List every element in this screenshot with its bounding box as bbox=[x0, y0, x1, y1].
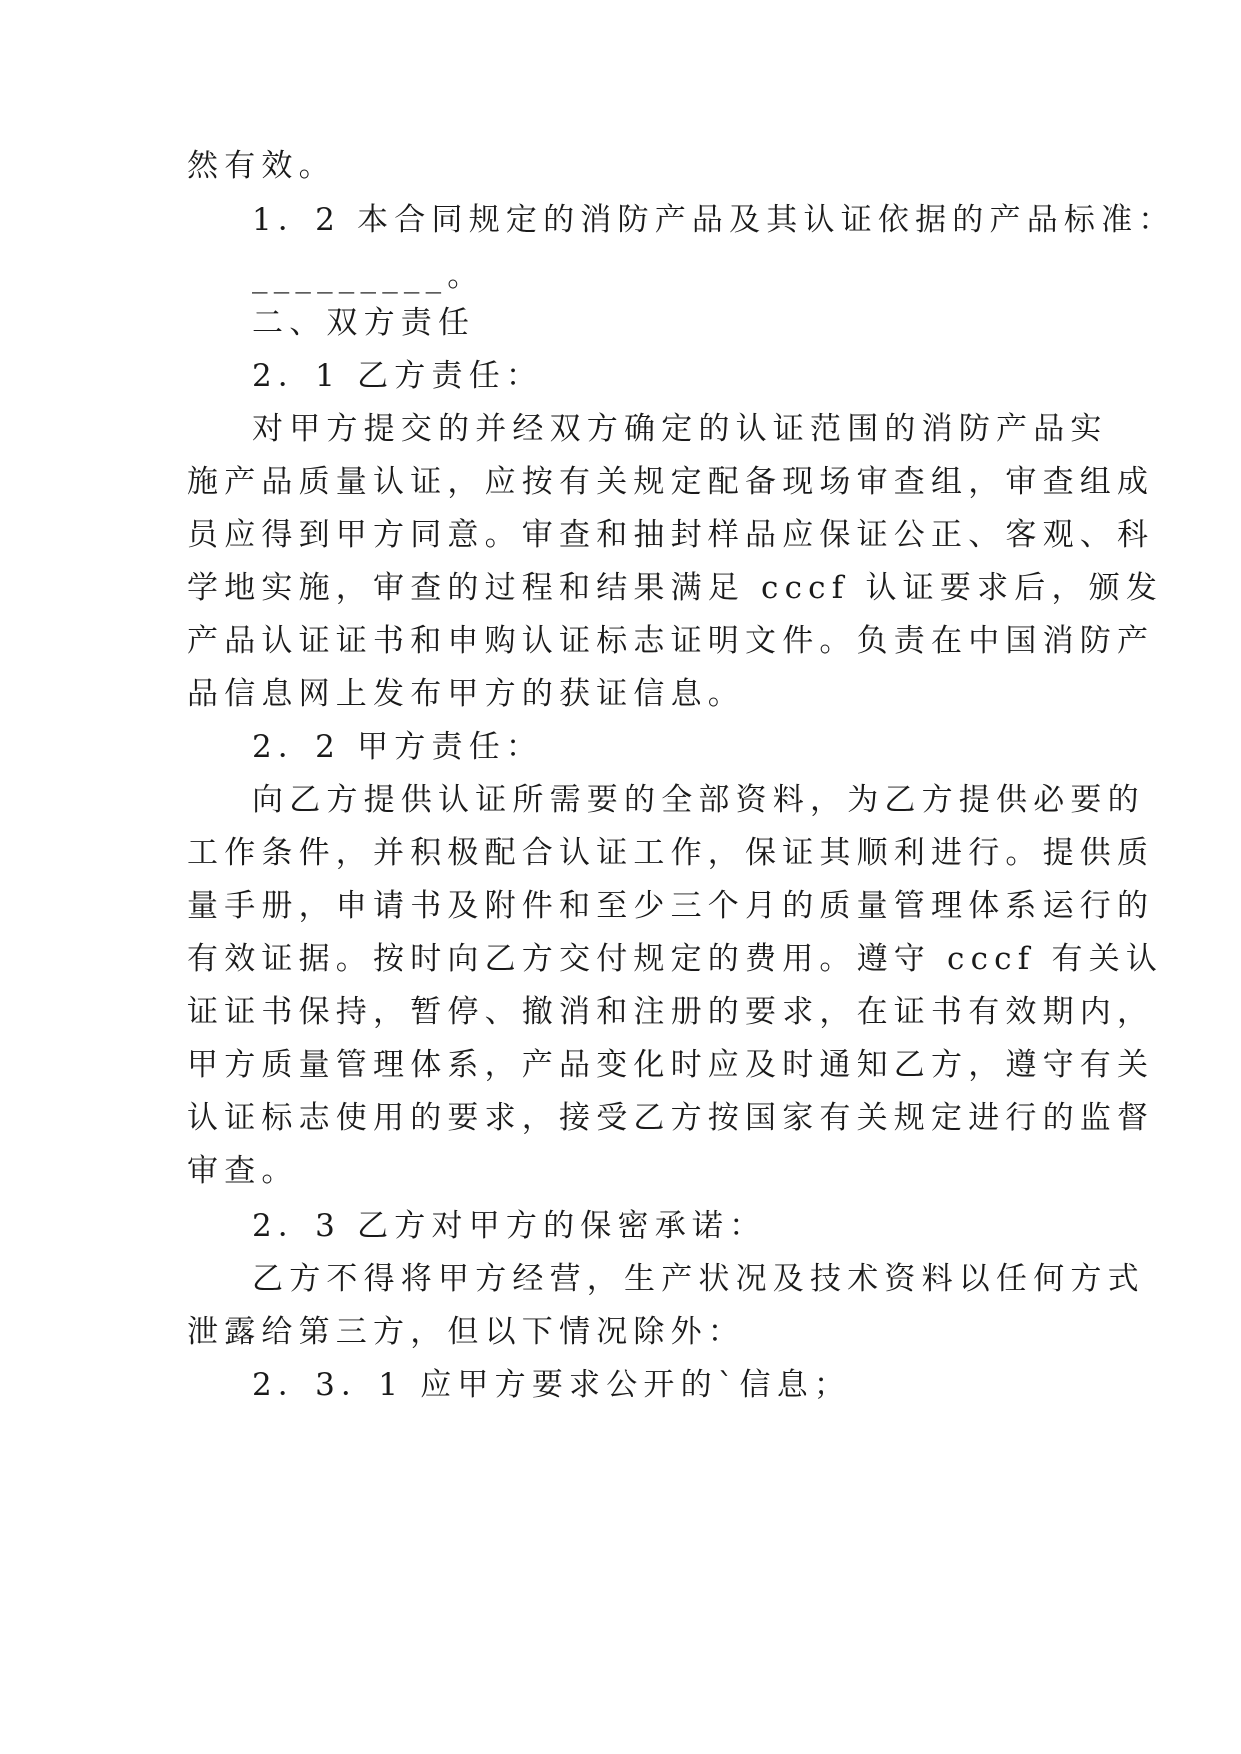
paragraph-line: 学地实施，审查的过程和结果满足 cccf 认证要求后，颁发 bbox=[187, 570, 1164, 606]
paragraph-line: 证证书保持，暂停、撤消和注册的要求，在证书有效期内， bbox=[187, 994, 1155, 1030]
clause-1-2: 1．2 本合同规定的消防产品及其认证依据的产品标准： bbox=[252, 202, 1176, 238]
paragraph-line: 泄露给第三方，但以下情况除外： bbox=[187, 1314, 745, 1350]
paragraph-line: 施产品质量认证，应按有关规定配备现场审查组，审查组成 bbox=[187, 464, 1155, 500]
paragraph-line: 对甲方提交的并经双方确定的认证范围的消防产品实 bbox=[252, 411, 1108, 447]
paragraph-line: 审查。 bbox=[187, 1153, 299, 1189]
paragraph-line: 认证标志使用的要求，接受乙方按国家有关规定进行的监督 bbox=[187, 1100, 1155, 1136]
paragraph-line: 工作条件，并积极配合认证工作，保证其顺利进行。提供质 bbox=[187, 835, 1155, 871]
blank-fill-line: _________。 bbox=[252, 258, 485, 294]
clause-2-2: 2．2 甲方责任： bbox=[252, 729, 544, 765]
paragraph-line: 产品认证证书和申购认证标志证明文件。负责在中国消防产 bbox=[187, 623, 1155, 659]
section-heading: 二、双方责任 bbox=[252, 305, 476, 341]
clause-2-3-1: 2．3．1 应甲方要求公开的`信息； bbox=[252, 1367, 852, 1403]
paragraph-line: 有效证据。按时向乙方交付规定的费用。遵守 cccf 有关认 bbox=[187, 941, 1164, 977]
paragraph-line: 向乙方提供认证所需要的全部资料，为乙方提供必要的 bbox=[252, 782, 1145, 818]
paragraph-line: 品信息网上发布甲方的获证信息。 bbox=[187, 676, 745, 712]
paragraph-line: 乙方不得将甲方经营，生产状况及技术资料以任何方式 bbox=[252, 1261, 1145, 1297]
clause-2-3: 2．3 乙方对甲方的保密承诺： bbox=[252, 1208, 767, 1244]
text-line: 然有效。 bbox=[187, 148, 336, 184]
paragraph-line: 员应得到甲方同意。审查和抽封样品应保证公正、客观、科 bbox=[187, 517, 1155, 553]
clause-2-1: 2．1 乙方责任： bbox=[252, 358, 544, 394]
paragraph-line: 量手册，申请书及附件和至少三个月的质量管理体系运行的 bbox=[187, 888, 1155, 924]
paragraph-line: 甲方质量管理体系，产品变化时应及时通知乙方，遵守有关 bbox=[187, 1047, 1155, 1083]
